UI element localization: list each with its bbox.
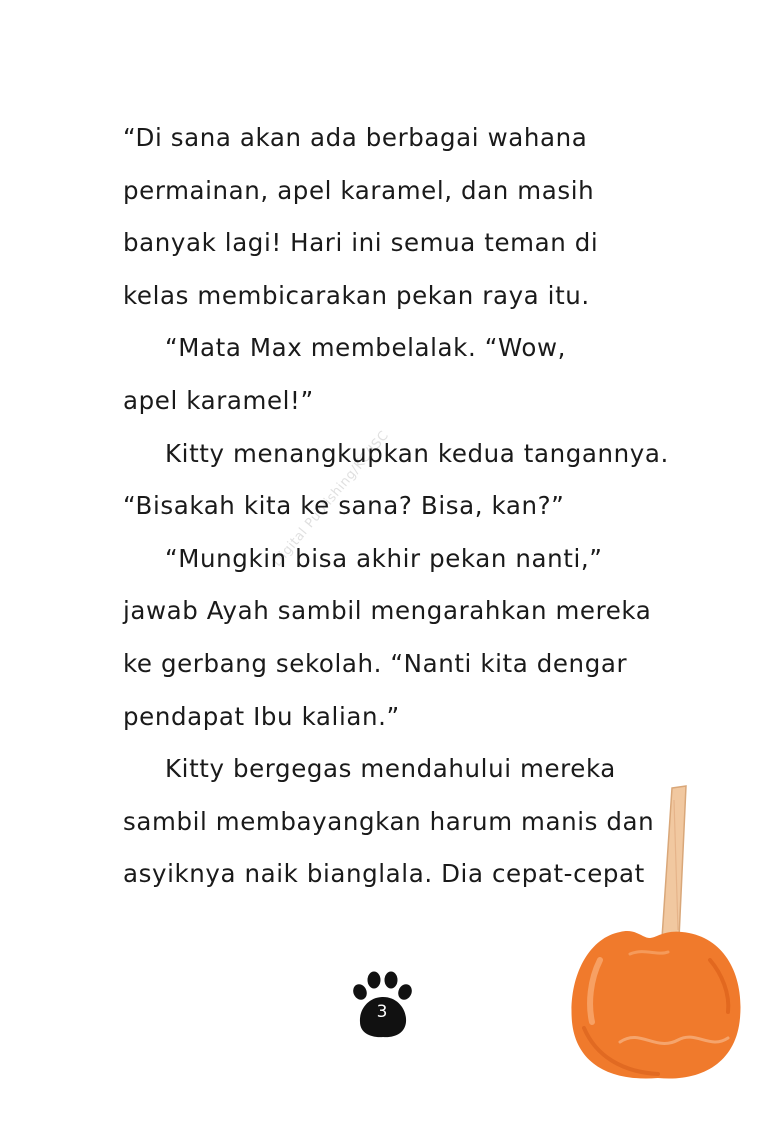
story-line: apel karamel!” [123, 385, 314, 415]
story-line: asyiknya naik bianglala. Dia cepat-cepat [123, 859, 645, 889]
story-line: sambil membayangkan harum manis dan [123, 806, 655, 836]
watermark: Digital Publishing/KC/ISC [270, 428, 393, 570]
story-line: “Mungkin bisa akhir pekan nanti,” [165, 543, 603, 573]
story-line: ke gerbang sekolah. “Nanti kita dengar [123, 648, 628, 678]
story-line: Kitty bergegas mendahului mereka [165, 754, 616, 784]
page-number: 3 [376, 1002, 388, 1022]
story-line: kelas membicarakan pekan raya itu. [123, 280, 590, 310]
story-line: “Mata Max membelalak. “Wow, [165, 333, 567, 363]
story-line: jawab Ayah sambil mengarahkan mereka [123, 596, 652, 626]
story-line: “Bisakah kita ke sana? Bisa, kan?” [123, 491, 565, 521]
story-line: pendapat Ibu kalian.” [123, 701, 400, 731]
story-line: permainan, apel karamel, dan masih [123, 175, 595, 205]
caramel-apple-illustration [560, 760, 768, 1122]
story-line: “Di sana akan ada berbagai wahana [123, 123, 588, 152]
story-line: Kitty menangkupkan kedua tangannya. [165, 438, 669, 468]
story-line: banyak lagi! Hari ini semua teman di [123, 228, 599, 258]
